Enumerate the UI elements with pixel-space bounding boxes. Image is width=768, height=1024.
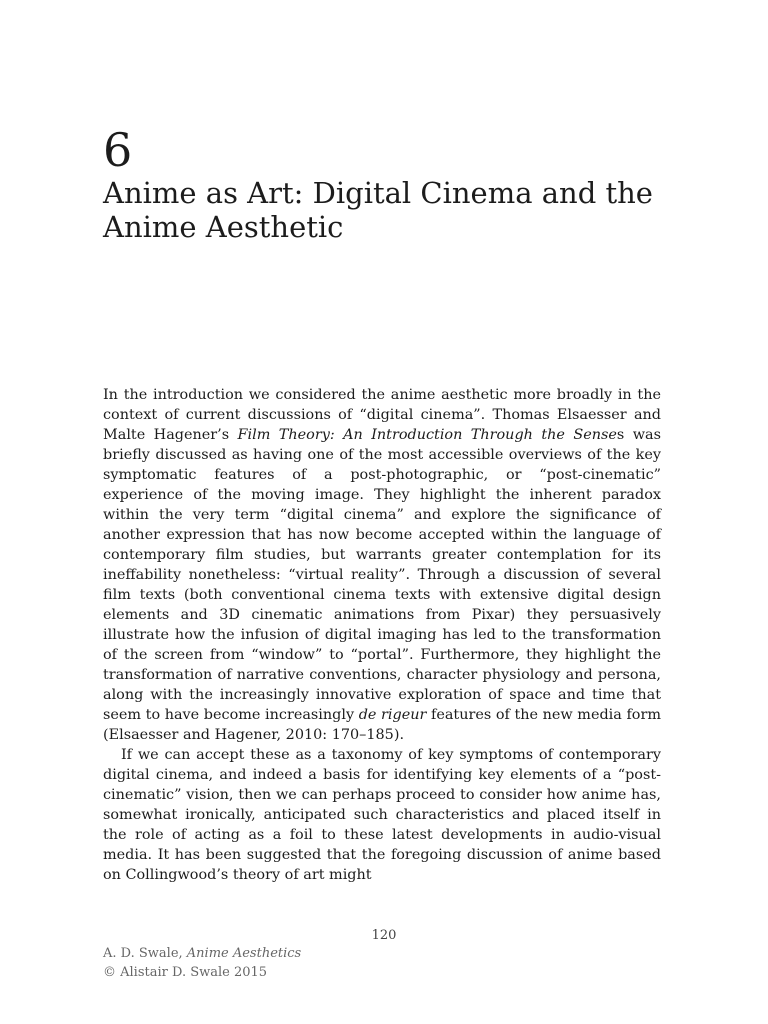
paragraph-1-text-c: features of the new media form (Elsaesser and Hagener, 2010: 170–185).: [103, 707, 661, 743]
footer-book-title: Anime Aesthetics: [186, 946, 302, 961]
footer-copyright: © Alistair D. Swale 2015: [103, 965, 268, 980]
paragraph-1: [103, 385, 661, 745]
chapter-number: 6: [103, 123, 133, 177]
footer-citation: [103, 944, 301, 963]
page-number: 120: [371, 928, 397, 943]
paragraph-2: If we can accept these as a taxonomy of key symptoms of contemporary digital cinema, and indeed a basis for identifying key elements of a “post-cinematic” vision, then we can perhaps proceed to consider how anime has, somewhat ironically, anticipated such characteristics and placed itself in the role of acting as a foil to these latest developments in audio-visual media. It has been suggested that the foregoing discussion of anime based on Collingwood’s theory of art might: [103, 747, 661, 883]
footer-author: A. D. Swale,: [103, 946, 187, 961]
paragraph-1-text-a: In the introduction we considered the anime aesthetic more broadly in the context of current discussions of “digital cinema”. Thomas Elsaesser and Malte Hagener’s: [103, 387, 661, 443]
paragraph-1-text-b: s was briefly discussed as having one of the most accessible overviews of the key symptomatic features of a post-photographic, or “post-cinematic” experience of the moving image. They highlight the inherent paradox within the very term “digital cinema” and explore the significance of another expression that has now become accepted within the language of contemporary film studies, but warrants greater contemplation for its ineffability nonetheless: “virtual reality”. Through a discussion of several film texts (both conventional cinema texts with extensive digital design elements and 3D cinematic animations from Pixar) they persuasively illustrate how the infusion of digital imaging has led to the transformation of the screen from “window” to “portal”. Furthermore, they highlight the transformation of narrative conventions, character physiology and persona, along with the increasingly innovative exploration of space and time that seem to have become increasingly: [103, 427, 661, 723]
body-text: [103, 385, 661, 885]
chapter-title: Anime as Art: Digital Cinema and the Anime Aesthetic: [103, 176, 653, 244]
emphasis-de-rigeur: de rigeur: [358, 707, 427, 723]
book-title-citation: Film Theory: An Introduction Through the Sense: [237, 427, 617, 443]
footer: [103, 944, 301, 982]
